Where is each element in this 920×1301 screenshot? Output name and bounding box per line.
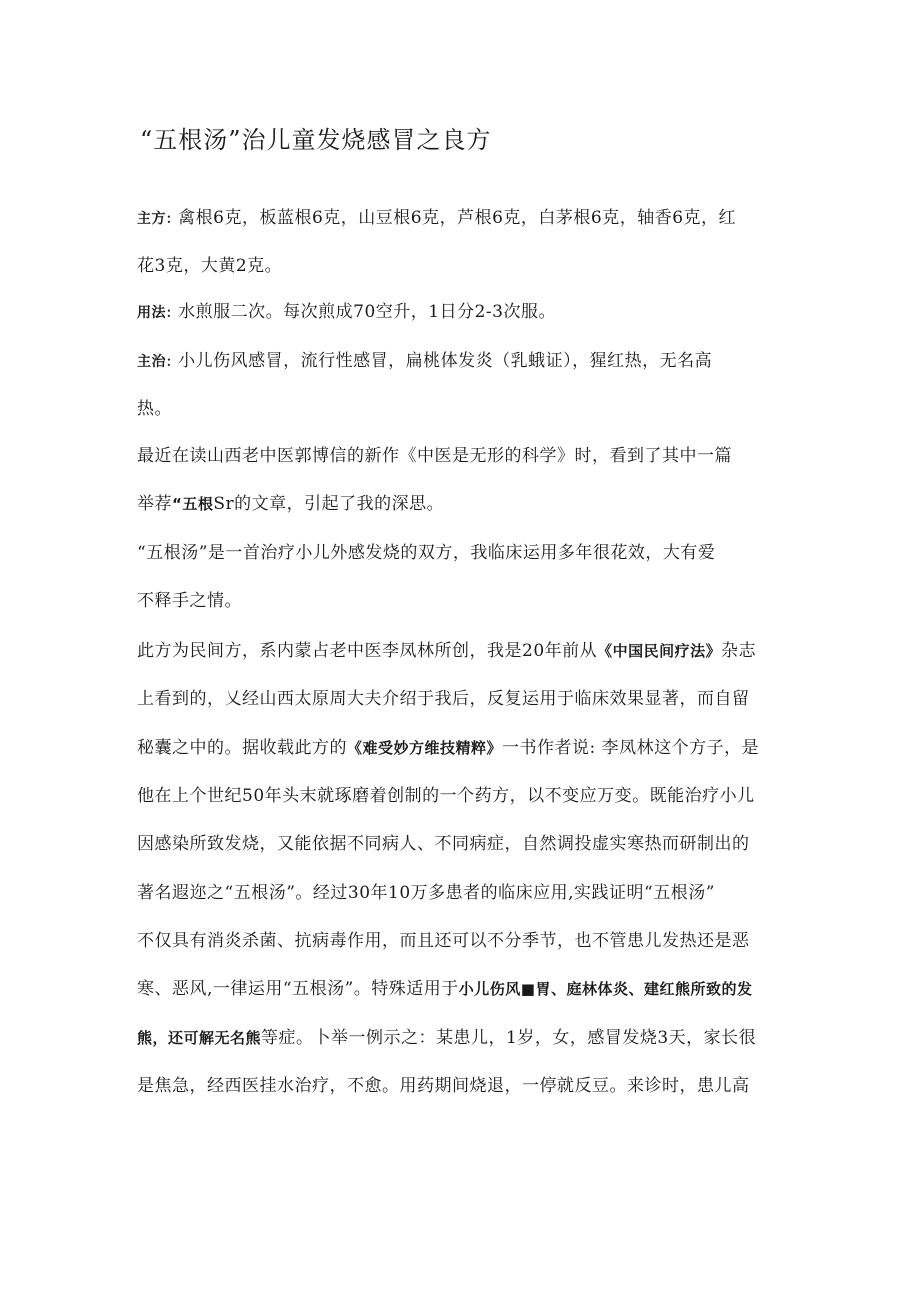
paragraph-3-text-f: 寒、恶风,一律运用“五根汤”。特殊适用于 xyxy=(137,979,459,999)
paragraph-3-line-2: 上看到的，乂经山西太原周大夫介绍于我后，反复运用于临床效果显著，而自留 xyxy=(137,689,750,709)
paragraph-3-line-6: 著名遐迩之“五根汤”。经过30年10万多患者的临床应用,实践证明“五根汤” xyxy=(137,883,715,903)
indication-line xyxy=(137,346,712,371)
paragraph-3-line-7: 不仅具有消炎杀菌、抗病毒作用，而且还可以不分季节，也不管患儿发热还是恶 xyxy=(137,931,750,951)
paragraph-1-text-c: Sr的文章，引起了我的深思。 xyxy=(213,494,445,514)
paragraph-1-text-b: “五根 xyxy=(172,495,214,513)
main-prescription-line-2: 花3克，大黄2克。 xyxy=(137,256,283,276)
paragraph-3-line-5: 因感染所致发烧，又能依据不同病人、不同病症，自然调投虚实寒热而研制出的 xyxy=(137,834,750,854)
paragraph-1-line-2 xyxy=(137,489,444,514)
paragraph-3-text-i: 等症。卜举一例示之：某患儿，1岁，女，感冒发烧3天，家长很 xyxy=(261,1028,757,1048)
paragraph-1-text-a: 举荐 xyxy=(137,494,172,514)
paragraph-3-text-d: 秘囊之中的。据收载此方的 xyxy=(137,738,347,758)
paragraph-3-line-1 xyxy=(137,636,756,661)
usage-line xyxy=(137,297,556,322)
paragraph-3-journal-title: 《中国民间疗法》 xyxy=(597,642,722,660)
indication-text: : 小儿伤风感冒，流行性感冒，扁桃体发炎（乳蛾证），猩红热，无名高 xyxy=(166,351,713,371)
usage-text: : 水煎服二次。每次煎成70空升，1日分2-3次服。 xyxy=(166,302,556,322)
document-title: “五根汤”治儿童发烧感冒之良方 xyxy=(140,126,492,154)
paragraph-3-line-8 xyxy=(137,974,752,999)
paragraph-3-line-3 xyxy=(137,733,759,758)
main-prescription-line xyxy=(137,203,736,228)
paragraph-2-line-1: “五根汤”是一首治疗小儿外感发烧的双方，我临床运用多年很花效，大有爱 xyxy=(137,543,716,563)
paragraph-3-line-4: 他在上个世纪50年头末就琢磨着创制的一个药方，以不变应万变。既能治疗小儿 xyxy=(137,786,755,806)
paragraph-3-text-a: 此方为民间方，系内蒙占老中医李凤林所创，我是20年前从 xyxy=(137,641,598,661)
paragraph-3-line-9 xyxy=(137,1023,756,1048)
indication-label: 主治 xyxy=(137,354,166,370)
paragraph-3-text-c: 杂志 xyxy=(721,641,757,661)
paragraph-3-text-e: 一书作者说: 李凤林这个方子，是 xyxy=(502,738,760,758)
main-prescription-label: 主方 xyxy=(137,211,166,227)
indication-line-2: 热。 xyxy=(137,399,172,419)
main-prescription-text: : 禽根6克，板蓝根6克，山豆根6克，芦根6克，白茅根6克，轴香6克，红 xyxy=(166,208,737,228)
paragraph-3-line-10: 是焦急，经西医挂水治疗，不愈。用药期间烧退，一停就反豆。来诊时，患儿高 xyxy=(137,1076,750,1096)
paragraph-3-book-title: 《难受妙方维技精粹》 xyxy=(347,739,503,757)
paragraph-3-text-g: 小儿伤风■胃、庭林体炎、建红熊所致的发 xyxy=(458,980,753,998)
paragraph-2-line-2: 不释手之情。 xyxy=(137,591,242,611)
paragraph-1-line-1: 最近在读山西老中医郭博信的新作《中医是无形的科学》时，看到了其中一篇 xyxy=(137,446,732,466)
paragraph-3-text-h: 熊，还可解无名熊 xyxy=(137,1029,262,1047)
usage-label: 用法 xyxy=(137,305,166,321)
